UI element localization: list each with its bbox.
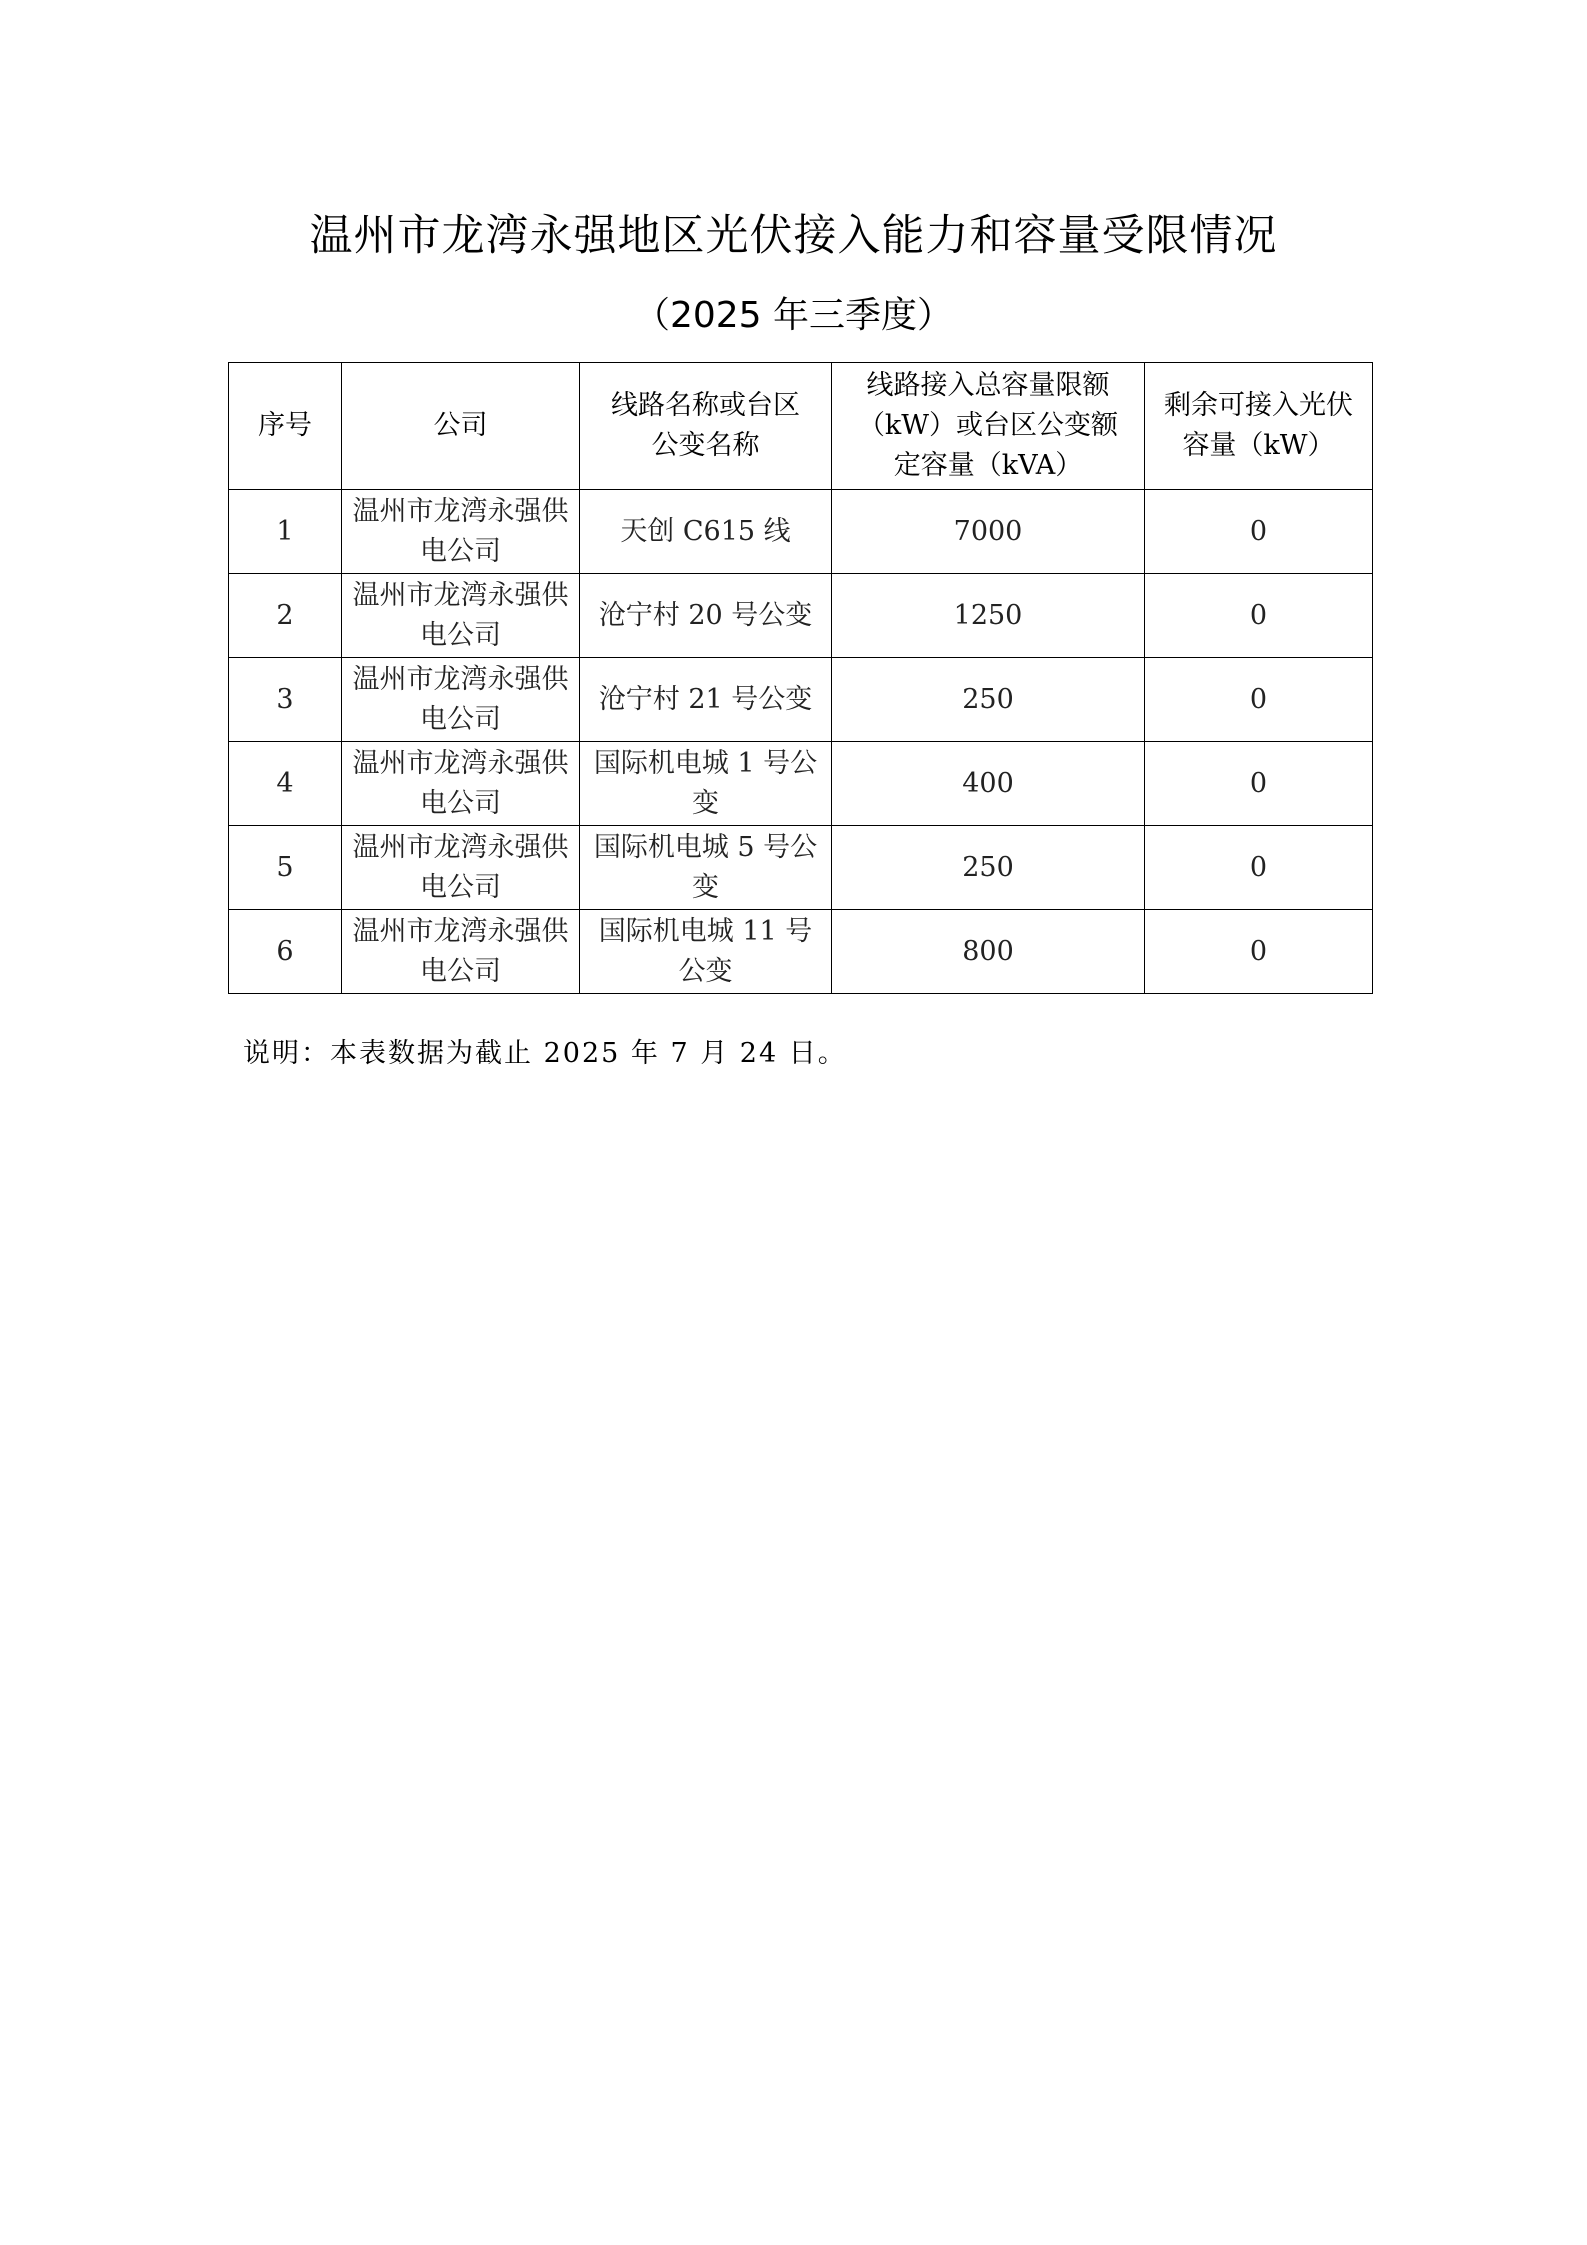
capacity-cell: 1250: [832, 574, 1145, 658]
page-subtitle: （2025 年三季度）: [633, 295, 954, 336]
header-capacity: 线路接入总容量限额（kW）或台区公变额定容量（kVA）: [832, 363, 1145, 490]
company-cell: 温州市龙湾永强供电公司: [342, 910, 580, 994]
table-row: [229, 826, 1373, 910]
row-number: 2: [229, 574, 342, 658]
footnote: 说明：本表数据为截止 2025 年 7 月 24 日。: [243, 1038, 847, 1069]
remaining-cell: 0: [1145, 658, 1373, 742]
capacity-cell: 250: [832, 658, 1145, 742]
table-header-row: [229, 363, 1373, 490]
header-remaining: 剩余可接入光伏容量（kW）: [1145, 363, 1373, 490]
capacity-cell: 250: [832, 826, 1145, 910]
line-name-cell: 国际机电城 11 号公变: [580, 910, 832, 994]
capacity-table: [228, 362, 1373, 994]
remaining-cell: 0: [1145, 910, 1373, 994]
capacity-cell: 400: [832, 742, 1145, 826]
capacity-cell: 7000: [832, 490, 1145, 574]
company-cell: 温州市龙湾永强供电公司: [342, 742, 580, 826]
table-row: [229, 490, 1373, 574]
content: [228, 362, 1372, 1074]
line-name-cell: 沧宁村 20 号公变: [580, 574, 832, 658]
header-no: 序号: [229, 363, 342, 490]
company-cell: 温州市龙湾永强供电公司: [342, 658, 580, 742]
row-number: 1: [229, 490, 342, 574]
row-number: 4: [229, 742, 342, 826]
table-row: [229, 910, 1373, 994]
remaining-cell: 0: [1145, 826, 1373, 910]
company-cell: 温州市龙湾永强供电公司: [342, 826, 580, 910]
line-name-cell: 国际机电城 5 号公变: [580, 826, 832, 910]
capacity-cell: 800: [832, 910, 1145, 994]
company-cell: 温州市龙湾永强供电公司: [342, 574, 580, 658]
remaining-cell: 0: [1145, 574, 1373, 658]
table-row: [229, 658, 1373, 742]
remaining-cell: 0: [1145, 490, 1373, 574]
header-company: 公司: [342, 363, 580, 490]
header-line-name: 线路名称或台区公变名称: [580, 363, 832, 490]
row-number: 3: [229, 658, 342, 742]
row-number: 5: [229, 826, 342, 910]
table-row: [229, 742, 1373, 826]
page-title: 温州市龙湾永强地区光伏接入能力和容量受限情况: [309, 211, 1278, 261]
line-name-cell: 沧宁村 21 号公变: [580, 658, 832, 742]
remaining-cell: 0: [1145, 742, 1373, 826]
row-number: 6: [229, 910, 342, 994]
line-name-cell: 国际机电城 1 号公变: [580, 742, 832, 826]
line-name-cell: 天创 C615 线: [580, 490, 832, 574]
table-row: [229, 574, 1373, 658]
company-cell: 温州市龙湾永强供电公司: [342, 490, 580, 574]
